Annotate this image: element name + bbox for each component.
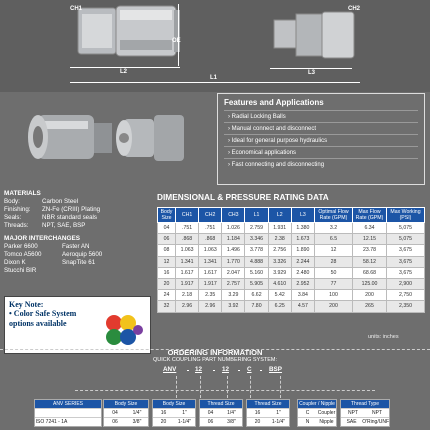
ordering-box-title: Body Size (153, 400, 195, 408)
table-row (158, 223, 425, 234)
table-cell: 50 (315, 267, 353, 278)
table-cell: 12 (158, 256, 176, 267)
feature-item: › Fast connecting and disconnecting (224, 158, 418, 170)
material-row: Body: Carbon Steel (4, 198, 79, 205)
table-cell: 1.917 (199, 278, 222, 289)
table-cell: 5.160 (245, 267, 268, 278)
ordering-box (152, 399, 196, 427)
table-cell: 08 (158, 245, 176, 256)
ordering-box (103, 399, 149, 427)
key-note-title: Key Note: (9, 300, 44, 309)
table-cell: 1.184 (222, 234, 245, 245)
interchanges-title: MAJOR INTERCHANGES (4, 235, 80, 242)
table-cell: 125.00 (353, 278, 387, 289)
table-cell: 1.617 (176, 267, 199, 278)
table-cell: .751 (199, 223, 222, 234)
ordering-box-row: SAE O'Ring/UNF (341, 417, 389, 426)
table-cell: 3.2 (315, 223, 353, 234)
table-row (158, 301, 425, 312)
table-cell: 3,675 (387, 256, 425, 267)
ordering-box (340, 399, 390, 427)
features-panel (217, 93, 425, 185)
ordering-box-row: C Coupler (298, 408, 336, 417)
table-cell: 3,675 (387, 267, 425, 278)
l2-dim-line (70, 67, 180, 68)
table-cell: 2,350 (387, 301, 425, 312)
material-row: Finishing: ZN-Fe (CRIII) Plating (4, 206, 101, 213)
ordering-box-title: ANV SERIES (35, 400, 101, 408)
ordering-box (199, 399, 243, 427)
table-cell: 12.15 (353, 234, 387, 245)
color-safe-logo (104, 313, 144, 349)
l3-label: L3 (308, 70, 316, 76)
table-cell: 2.952 (291, 278, 314, 289)
ordering-box (246, 399, 290, 427)
ordering-box-row: 06 3/8" (104, 417, 148, 426)
table-row (158, 278, 425, 289)
table-cell: 5.905 (245, 278, 268, 289)
dims-header: CH2 (199, 208, 222, 223)
product-photo (4, 95, 212, 185)
part-thread-type: BSP (269, 366, 282, 373)
table-cell: 2.96 (176, 301, 199, 312)
dims-header: CH1 (176, 208, 199, 223)
interchange-row: Tomco A5600 Aeroquip 5600 (4, 251, 103, 258)
table-cell: 3.346 (245, 234, 268, 245)
table-cell: 100 (315, 290, 353, 301)
ordering-box-row: ISO 7241 - 1A (35, 417, 101, 426)
table-cell: 6.34 (353, 223, 387, 234)
table-cell: 1.026 (222, 223, 245, 234)
table-cell: 20 (158, 278, 176, 289)
ordering-box-row: 20 1-1/4" (153, 417, 195, 426)
ordering-box-title: Thread Type (341, 400, 389, 408)
dims-table (157, 207, 425, 313)
table-cell: 1.890 (291, 245, 314, 256)
ch1-label: CH1 (70, 6, 83, 12)
ordering-box-row: N Nipple (298, 417, 336, 426)
table-cell: 3.84 (291, 290, 314, 301)
table-cell: 2.35 (199, 290, 222, 301)
key-note-bullet: • Color Safe System options available (9, 309, 77, 328)
ordering-title: ORDERING INFORMATION (167, 348, 263, 357)
table-row (158, 290, 425, 301)
table-cell: 2.757 (222, 278, 245, 289)
table-cell: 2.96 (199, 301, 222, 312)
table-cell: 1.496 (222, 245, 245, 256)
table-cell: 2.756 (268, 245, 291, 256)
ordering-box (34, 399, 102, 427)
table-cell: 4.57 (291, 301, 314, 312)
table-row (158, 267, 425, 278)
table-row (158, 256, 425, 267)
part-thread-size: 12 (222, 366, 230, 373)
ordering-box-row (35, 408, 101, 417)
table-cell: 2.38 (268, 234, 291, 245)
table-cell: 1.341 (199, 256, 222, 267)
table-cell: 3.92 (222, 301, 245, 312)
table-cell: 4.888 (245, 256, 268, 267)
ordering-box-title: Thread Size (200, 400, 242, 408)
table-cell: .751 (176, 223, 199, 234)
interchange-row: Parker 6600 Faster AN (4, 243, 90, 250)
table-cell: 200 (353, 290, 387, 301)
materials-block (4, 190, 154, 275)
table-cell: 200 (315, 301, 353, 312)
l1-dim-line (70, 82, 360, 83)
dims-header: Body Size (158, 208, 176, 223)
table-cell: 2.18 (176, 290, 199, 301)
table-row (158, 245, 425, 256)
table-cell: 2.480 (291, 267, 314, 278)
ordering-box (297, 399, 337, 427)
table-cell: 2.759 (245, 223, 268, 234)
ordering-box-row: 16 1" (153, 408, 195, 417)
interchange-row: Dixon K SnapTite 61 (4, 259, 96, 266)
table-cell: 1.617 (199, 267, 222, 278)
table-cell: 1.341 (176, 256, 199, 267)
units-note: units: inches (368, 334, 399, 340)
dims-title: DIMENSIONAL & PRESSURE RATING DATA (157, 192, 329, 202)
ordering-box-title: Coupler / Nipple (299, 401, 335, 407)
material-row: Threads: NPT, SAE, BSP (4, 222, 86, 229)
technical-drawing (0, 0, 430, 92)
table-cell: 28 (315, 256, 353, 267)
table-cell: 3.326 (268, 256, 291, 267)
dims-header: Max Flow Rate (GPM) (353, 208, 387, 223)
material-row: Seals: NBR standard seals (4, 214, 98, 221)
feature-item: › Economical applications (224, 146, 418, 158)
oe-dim-line (178, 4, 179, 66)
table-cell: 23.78 (353, 245, 387, 256)
dims-header: Optimal Flow Rate (GPM) (315, 208, 353, 223)
feature-item: › Radial Locking Balls (224, 110, 418, 122)
ordering-subtitle: QUICK COUPLING PART NUMBERING SYSTEM: (152, 357, 278, 363)
dims-header: CH3 (222, 208, 245, 223)
table-cell: 7.80 (245, 301, 268, 312)
table-cell: 24 (158, 290, 176, 301)
table-cell: 1.931 (268, 223, 291, 234)
part-body-size: 12 (195, 366, 203, 373)
feature-item: › Ideal for general purpose hydraulics (224, 134, 418, 146)
table-cell: 5,075 (387, 234, 425, 245)
table-row (158, 234, 425, 245)
dims-header: L3 (291, 208, 314, 223)
table-cell: 265 (353, 301, 387, 312)
ch2-label: CH2 (348, 6, 361, 12)
table-cell: 12 (315, 245, 353, 256)
table-cell: 6.62 (245, 290, 268, 301)
table-cell: .868 (199, 234, 222, 245)
interchange-row: Stucchi BIR (4, 267, 37, 274)
l3-dim-line (270, 68, 352, 69)
l2-label: L2 (120, 69, 128, 75)
materials-title: MATERIALS (4, 190, 41, 197)
ordering-box-row: 04 1/4" (104, 408, 148, 417)
ordering-box-row: 20 1-1/4" (247, 417, 289, 426)
ordering-box-title: Body Size (104, 400, 148, 408)
table-cell: 3.929 (268, 267, 291, 278)
table-cell: 6.25 (268, 301, 291, 312)
table-cell: 4.610 (268, 278, 291, 289)
dims-header: L1 (245, 208, 268, 223)
ordering-box-row: 04 1/4" (200, 408, 242, 417)
l1-label: L1 (210, 75, 218, 81)
feature-item: › Manual connect and disconnect (224, 122, 418, 134)
table-cell: 1.770 (222, 256, 245, 267)
table-cell: 3,675 (387, 245, 425, 256)
table-cell: 5.42 (268, 290, 291, 301)
table-cell: 68.68 (353, 267, 387, 278)
ordering-box-row: 16 1" (247, 408, 289, 417)
coupler-drawing (70, 0, 200, 70)
features-title: Features and Applications (224, 98, 324, 107)
table-cell: 32 (158, 301, 176, 312)
ordering-box-row: NPT NPT (341, 408, 389, 417)
table-cell: 3.29 (222, 290, 245, 301)
oe-label: OE (172, 38, 181, 44)
table-cell: 06 (158, 234, 176, 245)
part-coupler-nipple: C (247, 366, 252, 373)
table-cell: 58.12 (353, 256, 387, 267)
nipple-drawing (270, 8, 360, 64)
key-note-box (4, 296, 151, 354)
table-cell: 16 (158, 267, 176, 278)
table-cell: 5,075 (387, 223, 425, 234)
table-cell: 3.778 (245, 245, 268, 256)
table-cell: 1.673 (291, 234, 314, 245)
table-cell: 2.244 (291, 256, 314, 267)
table-cell: 1.917 (176, 278, 199, 289)
table-cell: 1.063 (199, 245, 222, 256)
table-cell: 77 (315, 278, 353, 289)
table-cell: 2,900 (387, 278, 425, 289)
table-cell: 1.380 (291, 223, 314, 234)
table-cell: 2,750 (387, 290, 425, 301)
ordering-box-title: Thread Size (247, 400, 289, 408)
table-cell: 1.063 (176, 245, 199, 256)
dims-header: Max Working (PSI) (387, 208, 425, 223)
part-series: ANV (163, 366, 177, 373)
ordering-box-row: 06 3/8" (200, 417, 242, 426)
table-cell: 6.5 (315, 234, 353, 245)
table-cell: 04 (158, 223, 176, 234)
table-cell: .868 (176, 234, 199, 245)
dims-header: L2 (268, 208, 291, 223)
table-cell: 2.047 (222, 267, 245, 278)
